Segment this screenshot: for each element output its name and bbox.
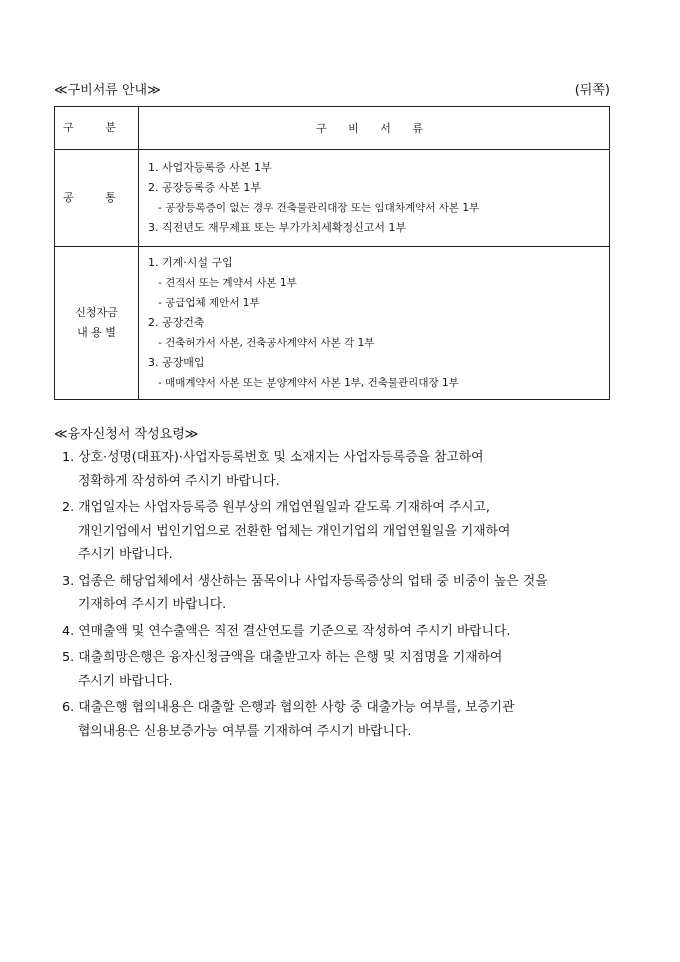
category-by-fund-purpose: 신청자금 내 용 별 bbox=[55, 247, 139, 400]
application-guide bbox=[54, 423, 640, 746]
required-documents-table bbox=[54, 106, 610, 400]
list-subitem: - 공급업체 제안서 1부 bbox=[158, 297, 260, 309]
header-documents: 구 비 서 류 bbox=[139, 107, 610, 150]
list-item: 2. 공장건축 bbox=[148, 316, 205, 329]
table-header-row bbox=[55, 107, 610, 150]
table-row bbox=[55, 247, 610, 400]
page-side-label: (뒤쪽) bbox=[574, 83, 610, 98]
category-common: 공 통 bbox=[55, 150, 139, 247]
table-row bbox=[55, 150, 610, 247]
guide-list bbox=[54, 446, 640, 743]
list-subitem: - 건축허가서 사본, 건축공사계약서 사본 각 1부 bbox=[158, 337, 375, 349]
list-subitem: - 매매계약서 사본 또는 분양계약서 사본 1부, 건축물관리대장 1부 bbox=[158, 377, 459, 389]
list-item: 2. 공장등록증 사본 1부 bbox=[148, 181, 261, 194]
guide-item: 4. 연매출액 및 연수출액은 직전 결산연도를 기준으로 작성하여 주시기 바랍니다. bbox=[62, 623, 511, 639]
document-list bbox=[139, 150, 610, 247]
guide-item: 5. 대출희망은행은 융자신청금액을 대출받고자 하는 은행 및 지점명을 기재하여 주시기 바랍니다. bbox=[62, 650, 503, 689]
list-item: 1. 사업자등록증 사본 1부 bbox=[148, 161, 272, 174]
list-item: 3. 공장매입 bbox=[148, 356, 205, 369]
guide-item: 1. 상호·성명(대표자)·사업자등록번호 및 소재지는 사업자등록증을 참고하여 정확하게 작성하여 주시기 바랍니다. bbox=[62, 450, 484, 489]
section-title-guide: ≪융자신청서 작성요령≫ bbox=[54, 427, 199, 442]
list-item: 3. 직전년도 재무제표 또는 부가가치세확정신고서 1부 bbox=[148, 221, 407, 234]
guide-item: 6. 대출은행 협의내용은 대출할 은행과 협의한 사항 중 대출가능 여부를, 보증기관 협의내용은 신용보증가능 여부를 기재하여 주시기 바랍니다. bbox=[62, 700, 515, 739]
list-item: 1. 기계·시설 구입 bbox=[148, 256, 233, 269]
guide-item: 3. 업종은 해당업체에서 생산하는 품목이나 사업자등록증상의 업태 중 비중이 높은 것을 기재하여 주시기 바랍니다. bbox=[62, 573, 548, 612]
section-title-documents: ≪구비서류 안내≫ bbox=[54, 83, 161, 98]
list-subitem: - 공장등록증이 없는 경우 건축물관리대장 또는 임대차계약서 사본 1부 bbox=[158, 202, 480, 214]
list-subitem: - 견적서 또는 계약서 사본 1부 bbox=[158, 277, 297, 289]
document-list bbox=[139, 247, 610, 400]
header-category: 구 분 bbox=[55, 107, 139, 150]
header bbox=[54, 79, 610, 97]
guide-item: 2. 개업일자는 사업자등록증 원부상의 개업연월일과 같도록 기재하여 주시고, 개인기업에서 법인기업으로 전환한 업체는 개인기업의 개업연월일을 기재하여 주시기 바랍니다. bbox=[62, 500, 511, 562]
